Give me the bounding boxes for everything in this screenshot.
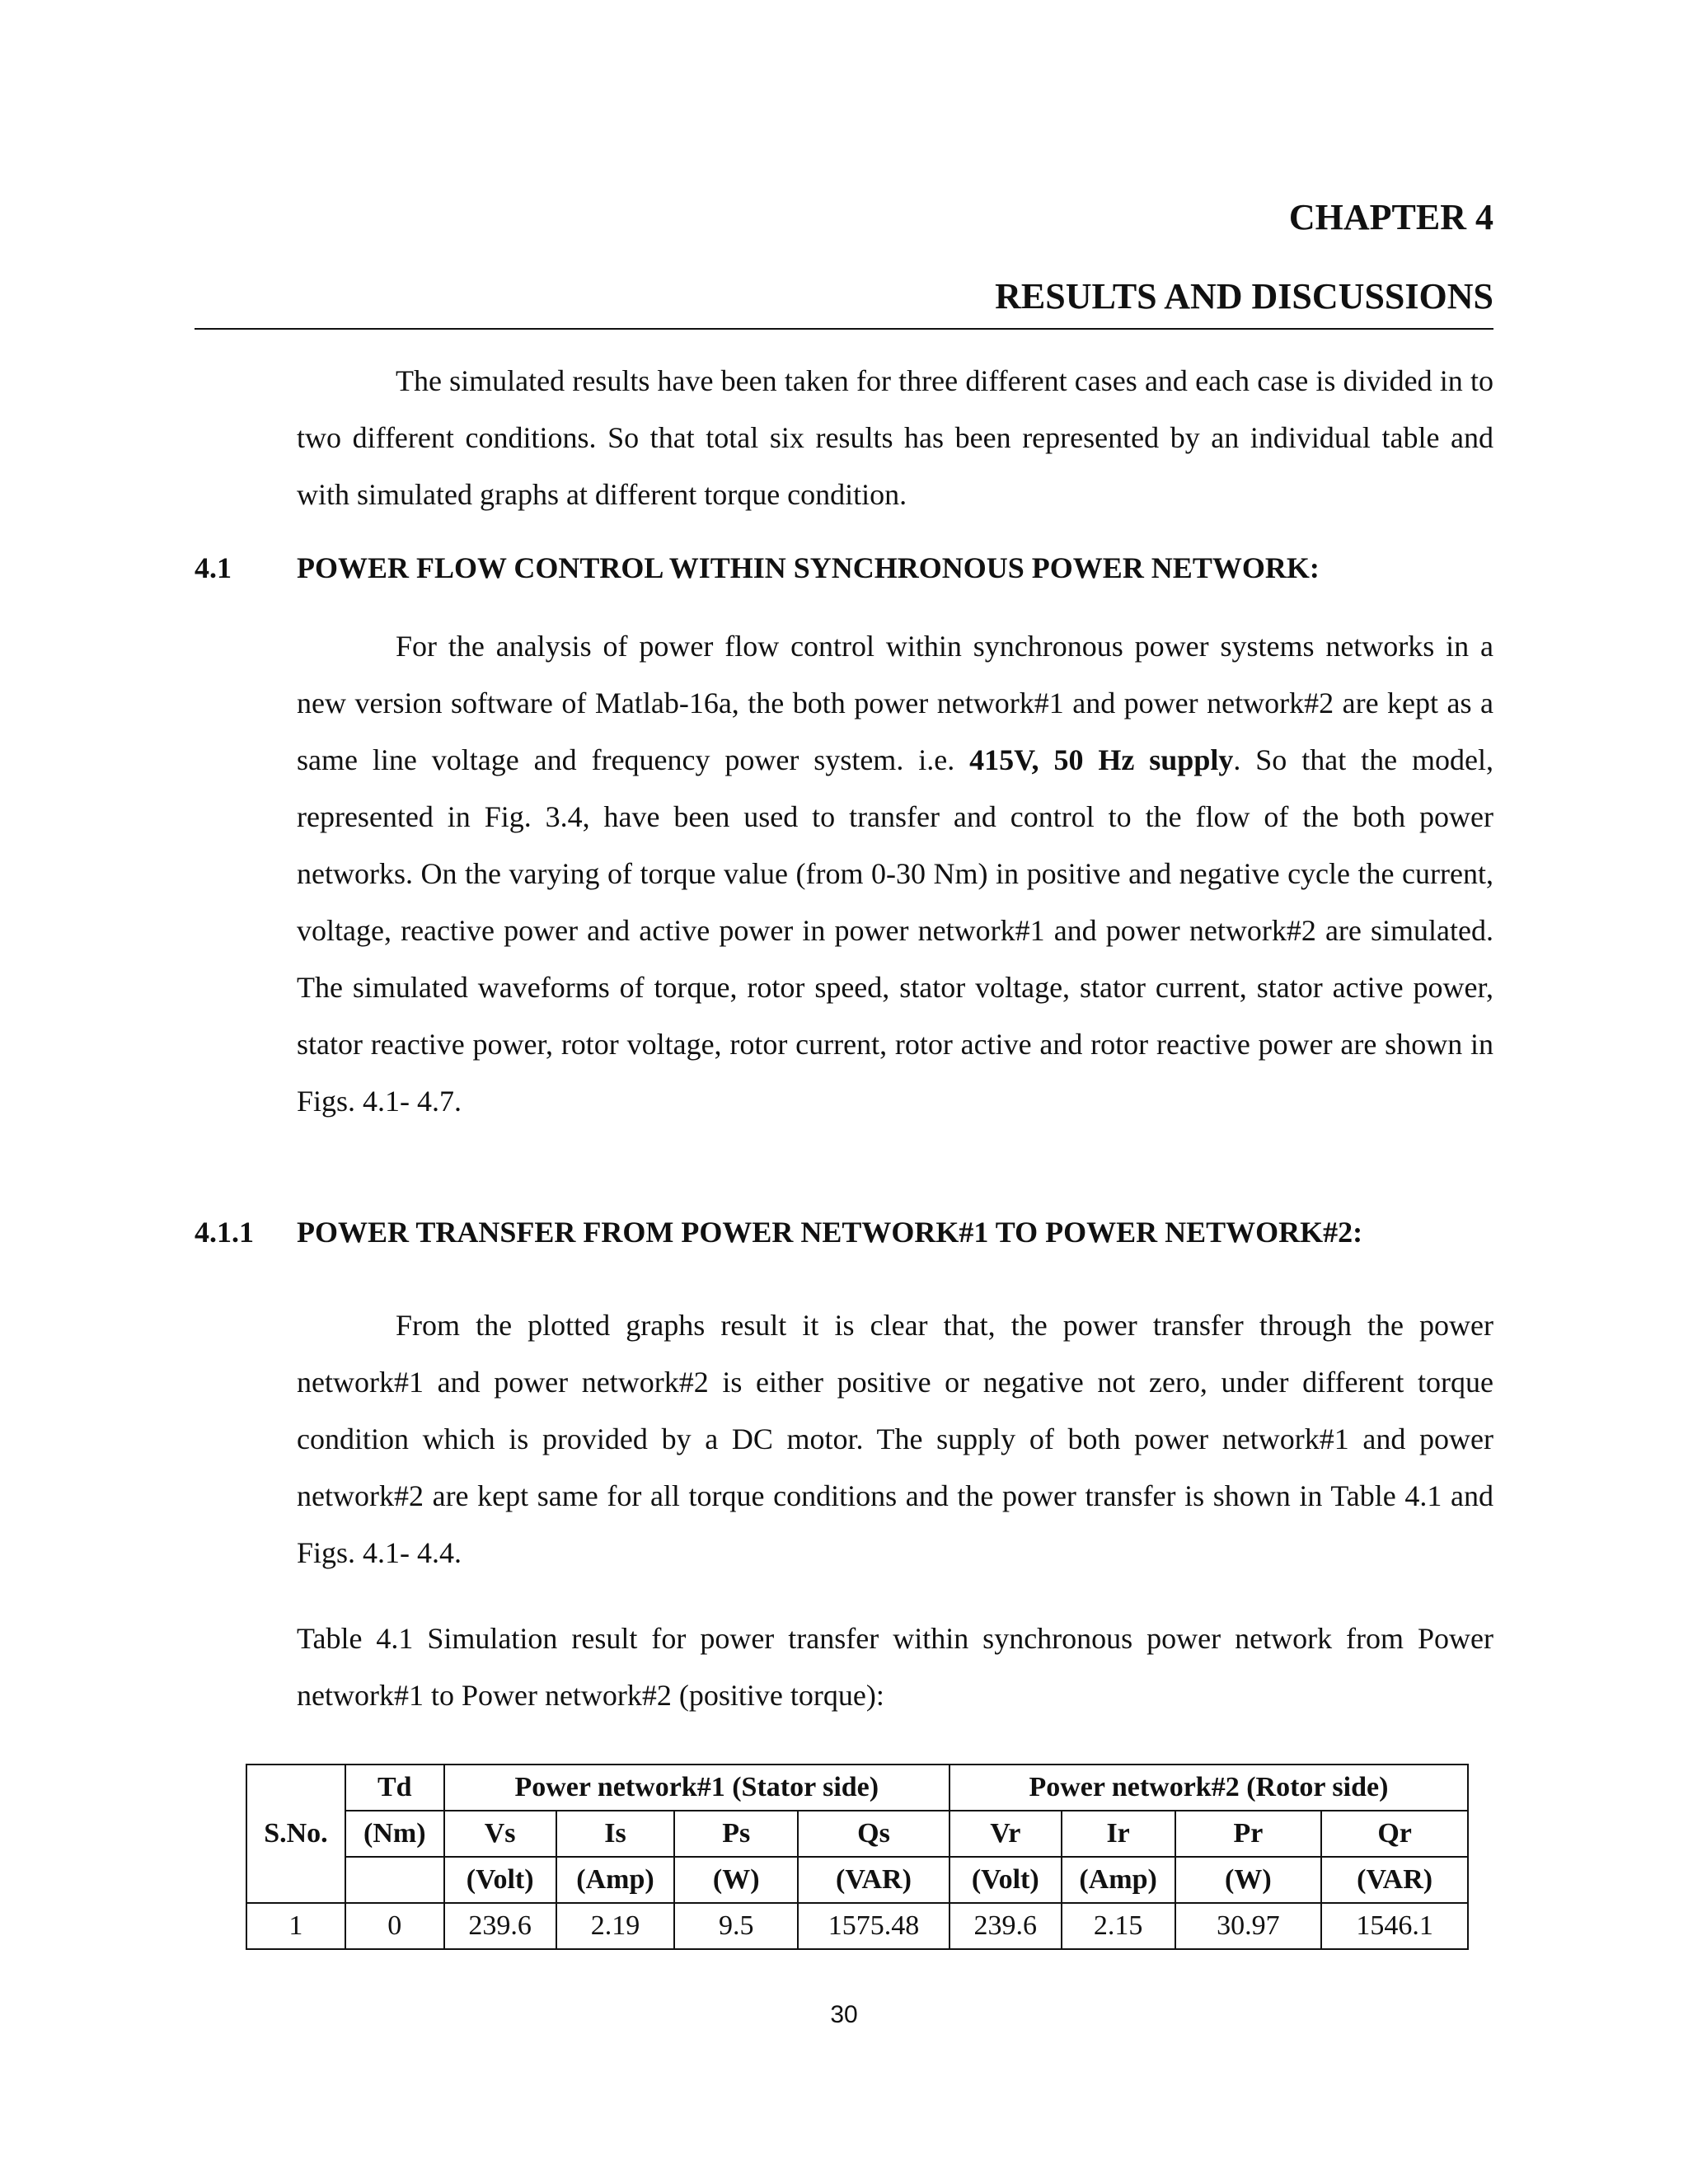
section-title: POWER TRANSFER FROM POWER NETWORK#1 TO POWER NETWORK#2: [297,1216,1363,1249]
table-caption: Table 4.1 Simulation result for power transfer within synchronous power network from Power network#1 to Power network#2 (positive torque): [297,1622,1493,1712]
unit-cell: (Volt) [444,1857,556,1903]
intro-paragraph: The simulated results have been taken for three different cases and each case is divided in to two different conditions. So that total six results has been represented by an individual table and with simulated graphs at different torque condition. [297,364,1493,511]
table-cell: 2.19 [556,1903,675,1949]
table-cell: 1575.48 [798,1903,950,1949]
results-table [246,1764,1469,1950]
section-heading-4-1 [195,551,1320,585]
column-header: Ir [1062,1811,1175,1857]
table-cell: 9.5 [674,1903,798,1949]
section-title: POWER FLOW CONTROL WITHIN SYNCHRONOUS POWER NETWORK: [297,551,1320,584]
table-cell: 2.15 [1062,1903,1175,1949]
section-number: 4.1 [195,551,232,584]
section-number: 4.1.1 [195,1216,254,1249]
section-4-1-paragraph [297,618,1493,1130]
unit-cell: (W) [674,1857,798,1903]
table-cell: 239.6 [950,1903,1062,1949]
chapter-label: CHAPTER 4 [1288,197,1493,237]
table-header-row [246,1765,1468,1811]
td-header: Td [345,1765,444,1811]
table-cell: 239.6 [444,1903,556,1949]
td-unit: (Nm) [345,1811,444,1857]
page-number: 30 [830,2001,858,2028]
title-divider [195,328,1493,330]
sno-header: S.No. [246,1811,345,1857]
group-header-stator: Power network#1 (Stator side) [444,1765,950,1811]
unit-cell: (Amp) [556,1857,675,1903]
table-cell: 1 [246,1903,345,1949]
sno-header-cell [246,1765,345,1811]
unit-cell: (VAR) [798,1857,950,1903]
table-row [246,1903,1468,1949]
unit-cell: (Volt) [950,1857,1062,1903]
unit-cell: (VAR) [1321,1857,1468,1903]
unit-cell: (W) [1175,1857,1322,1903]
column-header: Qr [1321,1811,1468,1857]
empty-cell [246,1857,345,1903]
table-cell: 1546.1 [1321,1903,1468,1949]
table-cell: 0 [345,1903,444,1949]
column-header: Vs [444,1811,556,1857]
column-header: Is [556,1811,675,1857]
chapter-title: RESULTS AND DISCUSSIONS [995,276,1493,316]
table-unit-row [246,1857,1468,1903]
column-header: Qs [798,1811,950,1857]
table-cell: 30.97 [1175,1903,1322,1949]
group-header-rotor: Power network#2 (Rotor side) [950,1765,1468,1811]
unit-cell: (Amp) [1062,1857,1175,1903]
column-header: Pr [1175,1811,1322,1857]
empty-cell [345,1857,444,1903]
table-header-row [246,1811,1468,1857]
section-4-1-1-paragraph: From the plotted graphs result it is clear that, the power transfer through the power network#1 and power network#2 is either positive or negative not zero, under different torque condition which is provided by a DC motor. The supply of both power network#1 and power network#2 are kept same for all torque conditions and the power transfer is shown in Table 4.1 and Figs. 4.1- 4.4. [297,1309,1493,1569]
supply-spec: 415V, 50 Hz supply [969,743,1234,776]
section-heading-4-1-1 [195,1215,1362,1249]
paragraph-text: . So that the model, represented in Fig. 3.4, have been used to transfer and control to the flow of the both power networks. On the varying of torque value (from 0-30 Nm) in positive and negative cycle the current, voltage, reactive power and active power in power network#1 and power network#2 are simulated. The simulated waveforms of torque, rotor speed, stator voltage, stator current, stator active power, stator reactive power, rotor voltage, rotor current, rotor active and rotor reactive power are shown in Figs. 4.1- 4.7. [297,743,1494,1118]
column-header: Vr [950,1811,1062,1857]
column-header: Ps [674,1811,798,1857]
paragraph-text: For the analysis of power flow control within synchronous power systems networks in a new version software of Matlab-16a, the both power network#1 and power network#2 are kept as a same line voltage and frequency power system. i.e. [297,630,1493,776]
